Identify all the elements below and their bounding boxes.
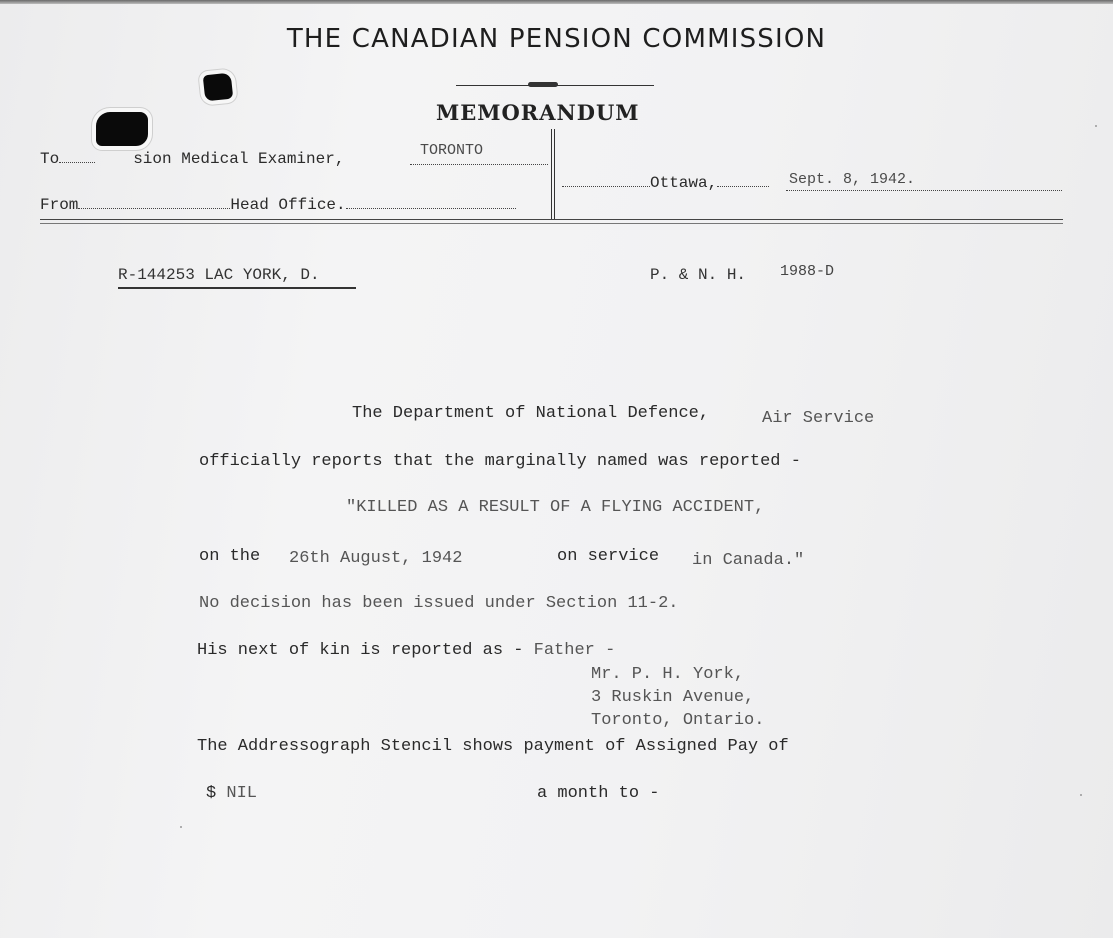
to-value: sion Medical Examiner, — [133, 150, 345, 168]
paper-fleck — [1080, 794, 1082, 796]
paper-fleck — [1095, 125, 1097, 127]
header-column-divider — [551, 129, 555, 219]
kin-address-city: Toronto, Ontario. — [591, 711, 765, 730]
dotted-leader — [717, 172, 769, 187]
service-branch: Air Service — [762, 409, 875, 428]
month-to-label: a month to - — [537, 784, 660, 803]
from-value: Head Office. — [230, 196, 346, 214]
dotted-leader — [78, 194, 230, 209]
place-date-row — [562, 172, 769, 192]
to-row — [40, 148, 344, 168]
reference-underline — [118, 287, 356, 289]
dotted-leader — [346, 194, 516, 209]
next-of-kin-prefix: His next of kin is reported as - — [197, 641, 524, 660]
from-row — [40, 194, 516, 214]
place: Ottawa, — [650, 174, 718, 192]
event-location: in Canada." — [692, 551, 805, 570]
to-label: To — [40, 150, 60, 168]
document-type: MEMORANDUM — [436, 100, 640, 125]
service-file-reference: R-144253 LAC YORK, D. — [118, 266, 320, 284]
decision-line: No decision has been issued under Section 11-2. — [199, 594, 679, 613]
currency-symbol: $ — [206, 784, 217, 803]
punch-hole — [203, 73, 234, 102]
on-the-label: on the — [199, 547, 261, 566]
dotted-leader — [410, 150, 548, 165]
from-label: From — [40, 196, 79, 214]
dotted-leader — [562, 172, 650, 187]
dotted-leader — [786, 176, 1062, 191]
stencil-line: The Addressograph Stencil shows payment of Assigned Pay of — [197, 737, 789, 756]
kin-name: Mr. P. H. York, — [591, 665, 745, 684]
kin-address-street: 3 Ruskin Avenue, — [591, 688, 755, 707]
organization-title-text: THE CANADIAN PENSION COMMISSION — [286, 24, 827, 54]
assigned-pay-value: NIL — [226, 784, 258, 803]
to-location: TORONTO — [420, 142, 484, 159]
event-date: 26th August, 1942 — [289, 549, 463, 568]
on-service-label: on service — [557, 547, 660, 566]
header-rule — [40, 219, 1063, 220]
organization-title — [0, 24, 1113, 54]
punch-hole — [96, 112, 148, 146]
body-line-1: The Department of National Defence, — [352, 404, 710, 423]
pnh-number: 1988-D — [780, 263, 835, 280]
kin-relation: Father - — [533, 641, 616, 660]
pnh-label: P. & N. H. — [650, 266, 747, 284]
memo-date: Sept. 8, 1942. — [789, 171, 916, 188]
memorandum-page — [0, 4, 1113, 938]
ornamental-rule-center — [528, 82, 558, 87]
dotted-leader — [59, 148, 95, 163]
next-of-kin-line — [197, 641, 615, 660]
pay-amount — [206, 784, 257, 803]
paper-fleck — [180, 826, 182, 828]
body-line-2: officially reports that the marginally named was reported - — [199, 452, 801, 471]
casualty-status: "KILLED AS A RESULT OF A FLYING ACCIDENT, — [346, 498, 765, 517]
header-rule — [40, 223, 1063, 224]
